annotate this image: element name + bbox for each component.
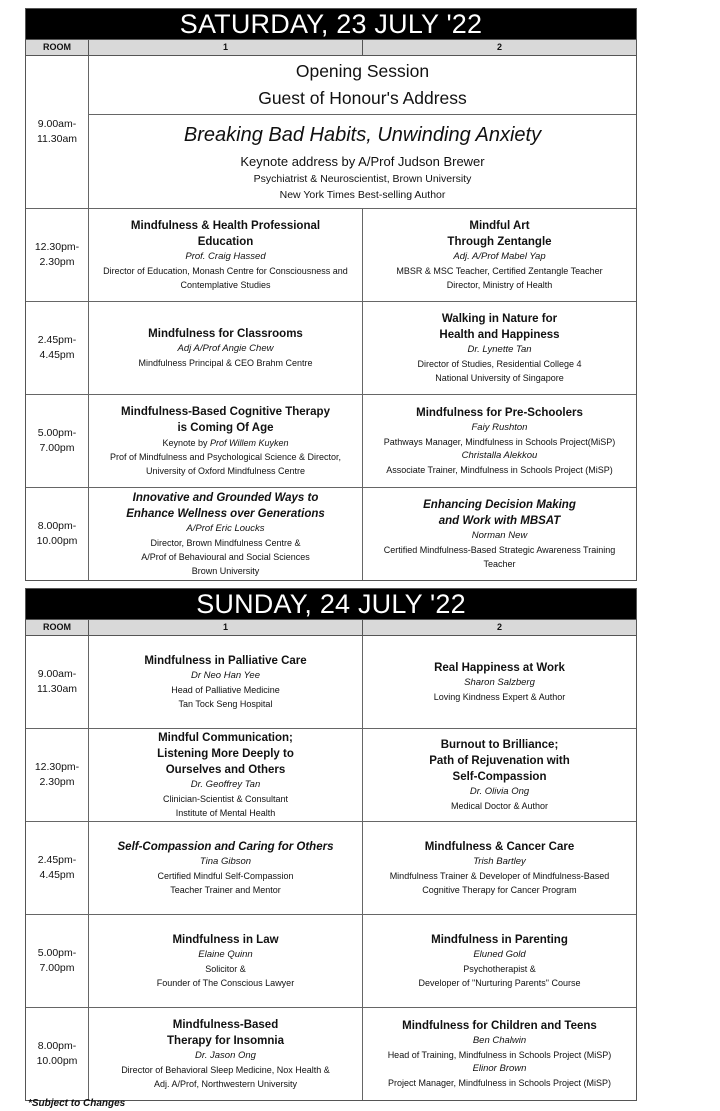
column-header-row — [26, 619, 636, 636]
keynote-desc-1: Psychiatrist & Neuroscientist, Brown University — [253, 172, 472, 185]
speaker-description: Solicitor & Founder of The Conscious Lawyer — [156, 964, 295, 988]
session-title: Mindfulness for Children and Teens — [402, 1020, 597, 1032]
column-header-row — [26, 39, 636, 56]
time-slot-row — [26, 302, 636, 395]
speaker-name: Faiy Rushton — [471, 422, 528, 433]
room-1-session — [89, 209, 363, 301]
session-title: Mindfulness & Health Professional Education — [130, 220, 321, 248]
room-1-session — [89, 395, 363, 487]
speaker-description: Associate Trainer, Mindfulness in Schools Project (MiSP) — [386, 465, 613, 475]
room-1-session — [89, 1008, 363, 1100]
opening-line-1: Opening Session — [295, 61, 430, 81]
session-title: Walking in Nature for Health and Happiness — [439, 313, 560, 341]
time-slot-row — [26, 209, 636, 302]
time-label: 12.30pm- 2.30pm — [34, 241, 80, 268]
session-title: Mindfulness-Based Cognitive Therapy is Coming Of Age — [121, 406, 330, 434]
speaker-description: Mindfulness Principal & CEO Brahm Centre — [138, 358, 313, 368]
speaker-name: Dr. Geoffrey Tan — [190, 779, 261, 790]
time-slot — [26, 488, 89, 580]
speaker-name: Elinor Brown — [472, 1063, 527, 1074]
session-title: Mindfulness in Law — [172, 934, 279, 946]
speaker-name: Dr. Lynette Tan — [467, 344, 532, 355]
speaker-description: Director, Brown Mindfulness Centre & A/Prof of Behavioural and Social Sciences Brown University — [141, 538, 310, 576]
time-slot-row — [26, 488, 636, 580]
room-2-session — [363, 915, 636, 1007]
speaker-description: Certified Mindfulness-Based Strategic Awareness Training Teacher — [383, 545, 616, 569]
speaker-name: Sharon Salzberg — [464, 677, 535, 688]
session-title: Enhancing Decision Making and Work with MBSAT — [423, 499, 576, 527]
speaker-description: Mindfulness Trainer & Developer of Mindfulness-Based Cognitive Therapy for Cancer Program — [389, 871, 610, 895]
time-label: 2.45pm- 4.45pm — [37, 334, 77, 361]
room-2-header: 2 — [496, 42, 502, 52]
speaker-name: Adj. A/Prof Mabel Yap — [453, 251, 546, 262]
room-2-session — [363, 1008, 636, 1100]
day-title: SATURDAY, 23 JULY '22 — [26, 9, 636, 39]
room-1-header: 1 — [89, 620, 363, 635]
room-2-session — [363, 395, 636, 487]
keynote — [89, 115, 636, 208]
time-slot — [26, 729, 89, 821]
speaker-description: Head of Palliative Medicine Tan Tock Seng Hospital — [171, 685, 280, 709]
room-2-header: 2 — [496, 622, 502, 632]
speaker-name: Dr. Jason Ong — [195, 1050, 256, 1061]
speaker-name: Tina Gibson — [199, 856, 252, 867]
room-2-session — [363, 209, 636, 301]
time-slot — [26, 636, 89, 728]
speaker-name: Prof Willem Kuyken — [210, 438, 289, 448]
session-title: Mindful Communication; Listening More Deeply to Ourselves and Others — [157, 732, 294, 776]
speaker-name: Norman New — [471, 530, 528, 541]
speaker-description: Director of Behavioral Sleep Medicine, Nox Health & Adj. A/Prof, Northwestern University — [121, 1065, 330, 1089]
sunday-schedule — [25, 588, 637, 1101]
room-1-session — [89, 636, 363, 728]
session-title: Mindfulness for Pre-Schoolers — [416, 407, 583, 419]
time-slot — [26, 822, 89, 914]
keynote-desc-2: New York Times Best-selling Author — [279, 188, 446, 201]
speaker-name: Elaine Quinn — [198, 949, 253, 960]
keynote-prefix: Keynote by — [162, 438, 211, 448]
time-label: 12.30pm- 2.30pm — [34, 761, 80, 788]
speaker-description: Pathways Manager, Mindfulness in Schools Project(MiSP) — [383, 437, 616, 447]
speaker-description: Head of Training, Mindfulness in Schools Project (MiSP) — [387, 1050, 612, 1060]
time-slot-row — [26, 729, 636, 822]
session-title: Real Happiness at Work — [434, 662, 565, 674]
session-title: Innovative and Grounded Ways to Enhance Wellness over Generations — [126, 492, 325, 520]
opening-line-2: Guest of Honour's Address — [258, 88, 467, 108]
room-1-session — [89, 729, 363, 821]
time-label: 8.00pm- 10.00pm — [36, 1040, 78, 1067]
time-slot-row — [26, 1008, 636, 1100]
speaker-description: Clinician-Scientist & Consultant Institute of Mental Health — [162, 794, 289, 818]
time-label: 5.00pm- 7.00pm — [37, 427, 77, 454]
room-2-session — [363, 636, 636, 728]
opening-heading — [89, 56, 636, 115]
speaker-description: MBSR & MSC Teacher, Certified Zentangle Teacher Director, Ministry of Health — [396, 266, 603, 290]
opening-session — [89, 56, 636, 208]
keynote-line — [163, 436, 289, 450]
time-slot — [26, 209, 89, 301]
room-1-session — [89, 302, 363, 394]
room-header: ROOM — [26, 620, 89, 635]
room-1-session — [89, 915, 363, 1007]
speaker-name: Dr. Olivia Ong — [469, 786, 530, 797]
time-slot-row — [26, 636, 636, 729]
speaker-name: A/Prof Eric Loucks — [186, 523, 265, 534]
room-1-session — [89, 488, 363, 580]
speaker-description: Prof of Mindfulness and Psychological Science & Director, University of Oxford Mindfulness Centre — [109, 452, 342, 476]
speaker-name: Dr Neo Han Yee — [190, 670, 260, 681]
speaker-description: Director of Studies, Residential College 4 National University of Singapore — [417, 359, 582, 383]
time-slot — [26, 1008, 89, 1100]
speaker-description: Project Manager, Mindfulness in Schools Project (MiSP) — [387, 1078, 612, 1088]
speaker-description: Certified Mindful Self-Compassion Teacher Trainer and Mentor — [157, 871, 294, 895]
session-title: Mindfulness in Palliative Care — [144, 655, 307, 667]
room-2-session — [363, 729, 636, 821]
keynote-title: Breaking Bad Habits, Unwinding Anxiety — [183, 123, 542, 146]
session-title: Self-Compassion and Caring for Others — [117, 841, 334, 853]
speaker-description: Medical Doctor & Author — [450, 801, 549, 811]
session-title: Mindfulness-Based Therapy for Insomnia — [167, 1019, 284, 1047]
speaker-name: Trish Bartley — [473, 856, 526, 867]
room-2-session — [363, 488, 636, 580]
room-2-session — [363, 302, 636, 394]
keynote-speaker: Keynote address by A/Prof Judson Brewer — [240, 153, 485, 169]
time-label: 5.00pm- 7.00pm — [37, 947, 77, 974]
time-slot-row — [26, 822, 636, 915]
time-slot-row — [26, 915, 636, 1008]
time-slot: 9.00am- 11.30am — [26, 56, 89, 208]
footnote: *Subject to Changes — [28, 1098, 126, 1109]
speaker-name: Prof. Craig Hassed — [185, 251, 266, 262]
opening-row — [26, 56, 636, 209]
day-title: SUNDAY, 24 JULY '22 — [26, 589, 636, 619]
session-title: Mindfulness for Classrooms — [148, 328, 303, 340]
session-title: Mindfulness & Cancer Care — [424, 841, 575, 853]
time-label: 2.45pm- 4.45pm — [37, 854, 77, 881]
speaker-description: Loving Kindness Expert & Author — [433, 692, 566, 702]
speaker-name: Eluned Gold — [473, 949, 526, 960]
room-2-session — [363, 822, 636, 914]
session-title: Mindfulness in Parenting — [431, 934, 568, 946]
time-label: 9.00am- 11.30am — [36, 668, 78, 695]
time-label: 8.00pm- 10.00pm — [36, 520, 78, 547]
session-title: Burnout to Brilliance; Path of Rejuvenation with Self-Compassion — [429, 739, 570, 783]
session-title: Mindful Art Through Zentangle — [447, 220, 552, 248]
speaker-description: Director of Education, Monash Centre for Consciousness and Contemplative Studies — [103, 266, 348, 290]
saturday-schedule — [25, 8, 637, 581]
room-1-session — [89, 822, 363, 914]
room-header: ROOM — [26, 40, 89, 55]
speaker-description: Psychotherapist & Developer of "Nurturing Parents" Course — [418, 964, 581, 988]
speaker-name: Ben Chalwin — [472, 1035, 527, 1046]
speaker-name: Adj A/Prof Angie Chew — [177, 343, 274, 354]
time-slot — [26, 395, 89, 487]
speaker-name: Christalla Alekkou — [461, 450, 538, 461]
room-1-header: 1 — [89, 40, 363, 55]
time-slot — [26, 915, 89, 1007]
time-slot — [26, 302, 89, 394]
time-slot-row — [26, 395, 636, 488]
